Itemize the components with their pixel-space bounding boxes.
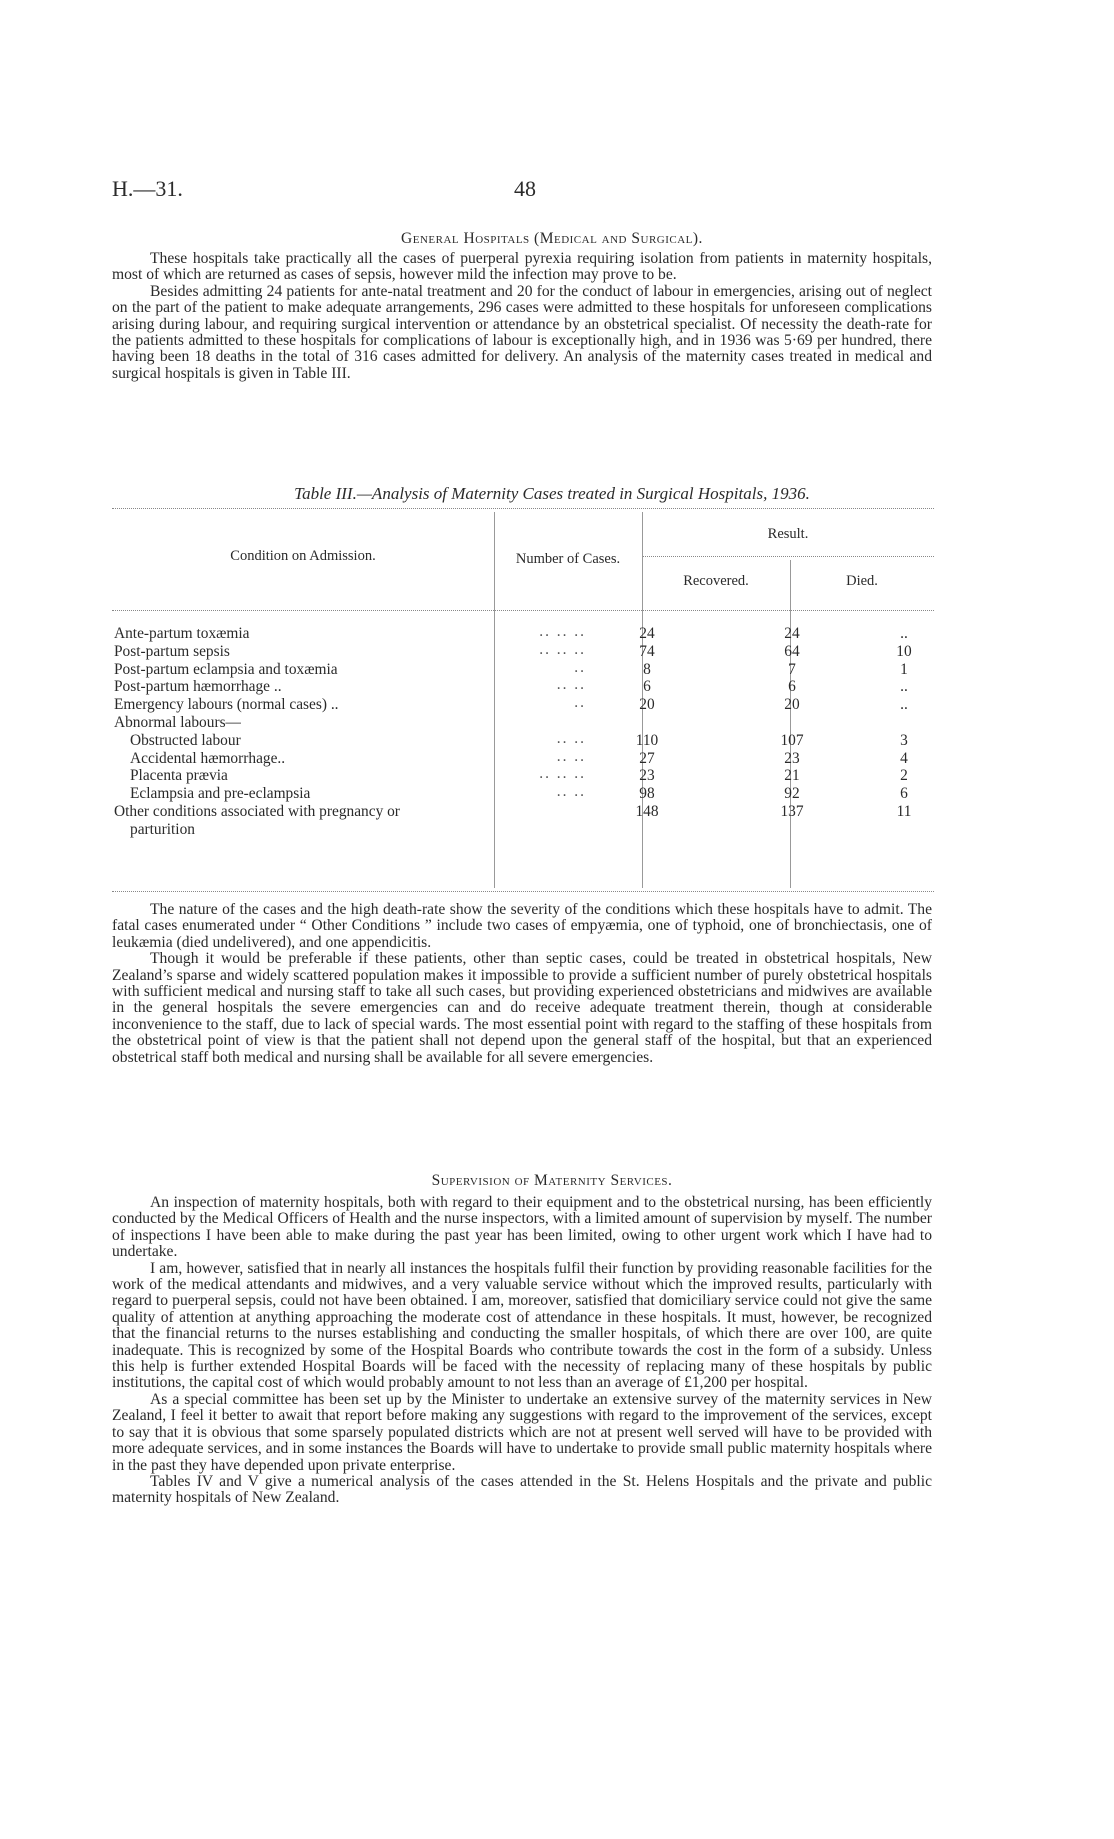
row-cases: 148 [635, 802, 659, 820]
row-condition: parturition [130, 820, 195, 838]
row-recovered: 7 [788, 660, 796, 678]
row-recovered: 64 [784, 642, 800, 660]
table-header-rule [112, 610, 934, 611]
paragraph: These hospitals take practically all the cases of puerperal pyrexia requiring isolation from patients in maternity hospitals, most of which are returned as cases of sepsis, however mild the infection may prove to be. [112, 250, 932, 284]
row-cases: 6 [643, 678, 651, 696]
header-result: Result. [767, 526, 809, 542]
paragraph: The nature of the cases and the high death-rate show the severity of the conditions which these hospitals have to admit. The fatal cases enumerated under “ Other Conditions ” include two cases of empyæmia, one of typhoid, one of bronchiectasis, one of leukæmia (died undelivered), and one appendicitis. [112, 901, 932, 951]
table-bottom-rule [112, 891, 934, 892]
row-leader: .. .. [556, 783, 586, 801]
table-body [112, 625, 934, 839]
row-condition: Obstructed labour [130, 731, 241, 749]
row-leader: .. .. [556, 676, 586, 694]
row-died: 1 [900, 660, 908, 678]
row-leader: .. .. .. [539, 765, 586, 783]
row-died: 2 [900, 767, 908, 785]
table-row [112, 785, 934, 803]
row-died: 11 [896, 802, 912, 820]
row-condition: Post-partum hæmorrhage .. [114, 678, 282, 696]
row-cases: 110 [635, 731, 659, 749]
row-leader: .. .. [556, 729, 586, 747]
row-leader: .. [574, 658, 586, 676]
header-died: Died. [846, 573, 878, 589]
row-recovered: 107 [780, 731, 804, 749]
row-condition: Eclampsia and pre-eclampsia [130, 785, 311, 803]
row-cases: 23 [639, 767, 655, 785]
paragraph: Tables IV and V give a numerical analysis of the cases attended in the St. Helens Hospitals and the private and public maternity hospitals of New Zealand. [112, 1472, 932, 1507]
table-row [112, 821, 934, 839]
paragraph: Besides admitting 24 patients for ante-natal treatment and 20 for the conduct of labour in emergencies, arising out of neglect on the part of the patient to make adequate arrangements, 296 cases were admitted to these hospitals for unforeseen complications arising during labour, and requiring surgical intervention or attendance by an obstetrical specialist. Of necessity the death-rate for the patients admitted to these hospitals for complications of labour is exceptionally high, and in 1936 was 5·69 per hundred, there having been 18 deaths in the total of 316 cases admitted for delivery. An analysis of the maternity cases treated in medical and surgical hospitals is given in Table III. [112, 282, 932, 382]
row-leader: .. .. .. [539, 623, 586, 640]
running-head [112, 176, 992, 204]
section1-body [112, 251, 932, 382]
paragraph: As a special committee has been set up by the Minister to undertake an extensive survey of the maternity services in New Zealand, I feel it better to await that report before making any suggestions with regard to the improvement of the services, except to say that it is obvious that some sparsely populated districts which are not at present well served will have to be provided with more adequate services, and in some instances the Boards will have to undertake to provide small public maternity hospitals where in the past they have depended upon private enterprise. [112, 1390, 932, 1474]
row-condition: Ante-partum toxæmia [114, 625, 250, 642]
table-row [112, 803, 934, 821]
row-died: 4 [900, 749, 908, 767]
row-condition: Post-partum sepsis [114, 642, 230, 660]
row-leader: .. .. .. [539, 640, 586, 658]
row-recovered: 6 [788, 678, 796, 696]
section2-body [112, 1195, 932, 1507]
row-died: .. [900, 696, 908, 714]
row-condition: Other conditions associated with pregnancy or [114, 802, 400, 820]
row-recovered: 21 [784, 767, 800, 785]
table-top-rule [112, 508, 934, 509]
row-recovered: 23 [784, 749, 800, 767]
row-cases: 98 [639, 785, 655, 803]
header-number-of-cases: Number of Cases. [515, 551, 621, 567]
row-died: 10 [896, 642, 912, 660]
row-died: .. [900, 625, 908, 642]
row-condition: Post-partum eclampsia and toxæmia [114, 660, 338, 678]
maternity-cases-table [112, 508, 934, 892]
row-cases: 8 [643, 660, 651, 678]
row-condition: Accidental hæmorrhage.. [130, 749, 286, 767]
row-condition: Emergency labours (normal cases) .. [114, 696, 339, 714]
row-cases: 24 [639, 625, 655, 642]
result-subheader-rule [642, 556, 934, 557]
row-condition: Placenta prævia [130, 767, 228, 785]
header-condition: Condition on Admission. [230, 548, 376, 564]
document-code: H.—31. [112, 176, 183, 201]
paragraph: I am, however, satisfied that in nearly all instances the hospitals fulfil their function by providing reasonable facilities for the work of the medical attendants and midwives, and a very valuable service without which the improved results, particularly with regard to puerperal sepsis, could not have been obtained. I am, moreover, satisfied that domiciliary service could not give the same quality of attention at anything approaching the moderate cost of attendance in these hospitals. It must, however, be recognized that the financial returns to the nurses establishing and conducting the smaller hospitals, of which there are over 100, are quite inadequate. This is recognized by some of the Hospital Boards who contribute towards the cost in the form of a subsidy. Unless this help is further extended Hospital Boards will be faced with the necessity of replacing many of these hospitals by public institutions, the capital cost of which would probably amount to not less than an average of £1,200 per hospital. [112, 1259, 932, 1392]
table-row [112, 696, 934, 714]
table-caption: Table III.—Analysis of Maternity Cases treated in Surgical Hospitals, 1936. [294, 484, 810, 503]
row-recovered: 24 [784, 625, 800, 642]
row-cases: 27 [639, 749, 655, 767]
section1-continued-body [112, 902, 932, 1066]
row-cases: 74 [639, 642, 655, 660]
row-condition: Abnormal labours— [114, 713, 241, 731]
page-number: 48 [514, 176, 536, 201]
row-died: 3 [900, 731, 908, 749]
section-title-supervision: Supervision of Maternity Services. [431, 1172, 673, 1189]
row-cases: 20 [639, 696, 655, 714]
row-recovered: 20 [784, 696, 800, 714]
row-died: 6 [900, 785, 908, 803]
row-leader: .. [574, 694, 586, 712]
paragraph: Though it would be preferable if these patients, other than septic cases, could be treated in obstetrical hospitals, New Zealand’s sparse and widely scattered population makes it impossible to provide a sufficient number of purely obstetrical hospitals with sufficient medical and nursing staff to take all such cases, but providing experienced obstetricians and midwives are available in the general hospitals the severe emergencies can and do receive adequate treatment therein, though at considerable inconvenience to the staff, due to lack of special wards. The most essential point with regard to the staffing of these hospitals from the obstetrical point of view is that the patient shall not depend upon the general staff of the hospital, but that an experienced obstetrical staff both medical and nursing shall be available for all severe emergencies. [112, 950, 932, 1066]
row-recovered: 92 [784, 785, 800, 803]
row-died: .. [900, 678, 908, 696]
row-recovered: 137 [780, 802, 804, 820]
section-title-general-hospitals: General Hospitals (Medical and Surgical). [401, 230, 703, 247]
header-recovered: Recovered. [683, 573, 749, 589]
row-leader: .. .. [556, 747, 586, 765]
paragraph: An inspection of maternity hospitals, both with regard to their equipment and to the obstetrical nursing, has been efficiently conducted by the Medical Officers of Health and the nurse inspectors, with a limited amount of supervision by myself. The number of inspections I have been able to make during the past year has been limited, owing to other urgent work which I have had to undertake. [112, 1194, 932, 1261]
